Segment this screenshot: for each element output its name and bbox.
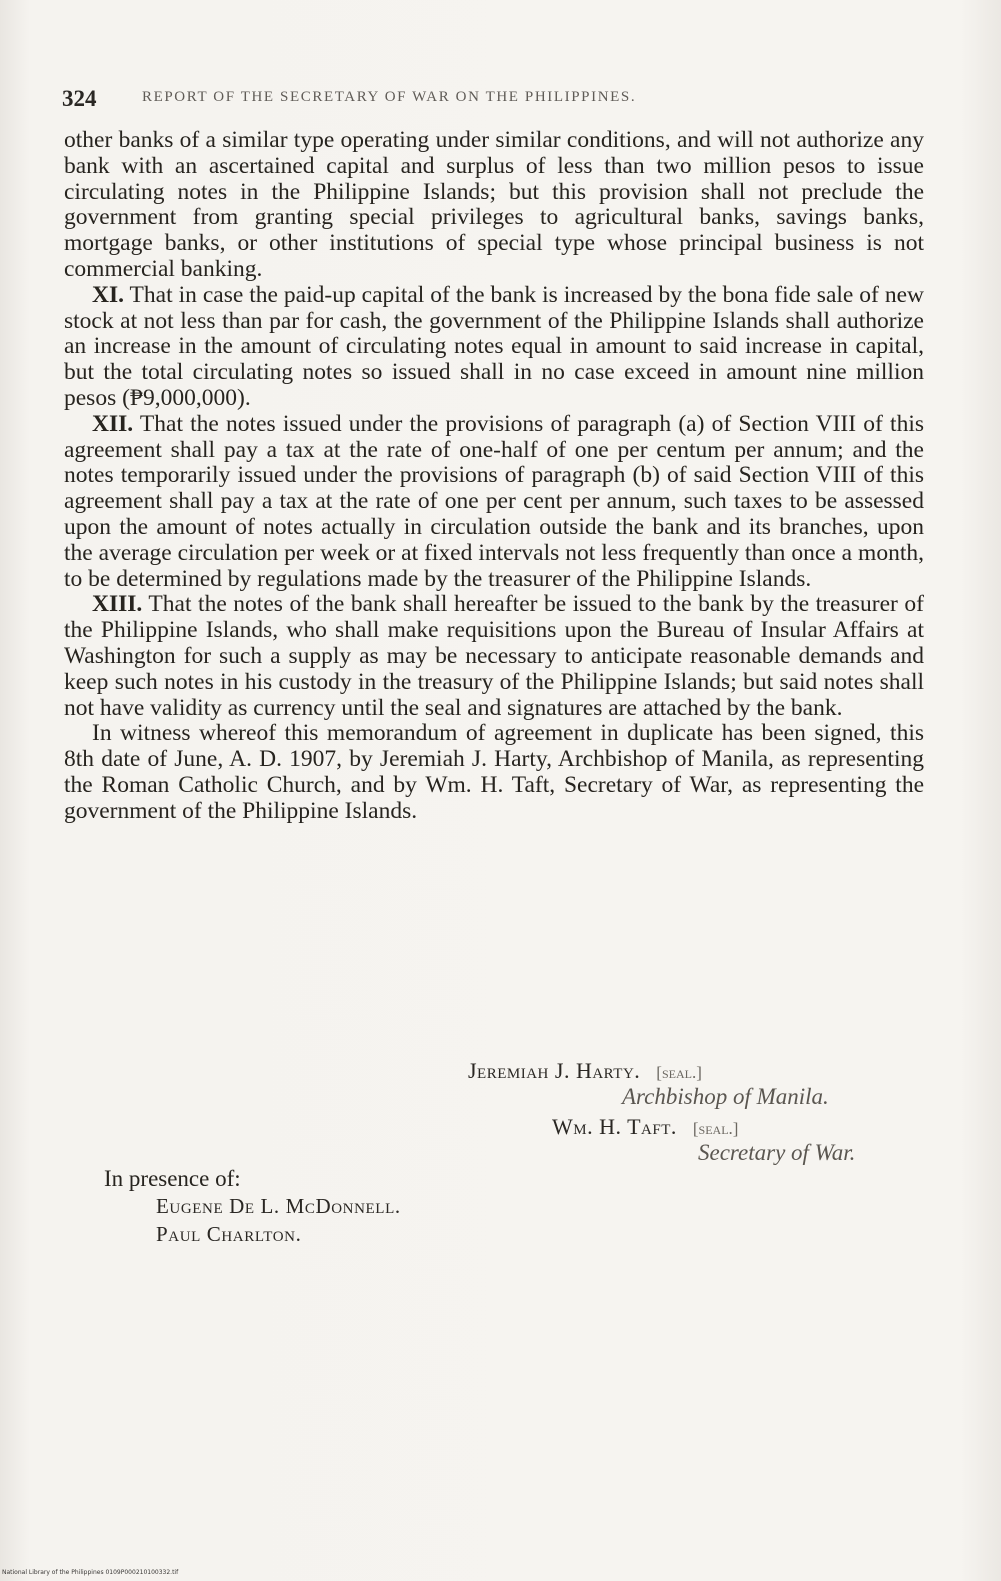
running-head-title: REPORT OF THE SECRETARY OF WAR ON THE PHILIPPINES. [142,89,637,105]
paragraph-xiii [64,592,924,721]
signatory-title: Secretary of War. [698,1140,856,1165]
paragraph-witness [64,721,924,824]
paragraph-numeral: XIII. [92,591,143,618]
signatory-name: Jeremiah J. Harty. [468,1058,641,1083]
paragraph-xii [64,412,924,593]
paragraph-text: That in case the paid-up capital of the bank is increased by the bona fide sale of new stock at not less than par for cash, the government of the Philippine Islands shall authorize an increase in the amount of circulating notes equal in amount to said increase in capital, but the total circulating notes so issued shall in no case exceed in amount nine million pesos (₱9,000,000). [64,281,924,411]
paragraph-text: That the notes of the bank shall hereafter be issued to the bank by the treasurer of the Philippine Islands, who shall make requisitions upon the Bureau of Insular Affairs at Washington for such a supply as may be necessary to anticipate reasonable demands and keep such notes in his custody in the treasury of the Philippine Islands; but said notes shall not have validity as currency until the seal and signatures are attached by the bank. [64,591,924,721]
paragraph-text: other banks of a similar type operating under similar conditions, and will not authorize any bank with an ascertained capital and surplus of less than two million pesos to issue circulating notes in the Philippine Islands; but this provision shall not preclude the government from granting special privileges to agricultural banks, savings banks, mortgage banks, or other institutions of special type whose principal business is not commercial banking. [64,127,924,282]
presence-label: In presence of: [104,1166,241,1191]
signature-taft [552,1114,738,1140]
running-head [62,86,922,112]
paragraph-numeral: XII. [92,410,134,437]
scan-credit: National Library of the Philippines 0109P000210100332.tif [2,1569,179,1576]
paragraph-text: In witness whereof this memorandum of agreement in duplicate has been signed, this 8th date of June, A. D. 1907, by Jeremiah J. Harty, Archbishop of Manila, as representing the Roman Catholic Church, and by Wm. H. Taft, Secretary of War, as representing the government of the Philippine Islands. [64,720,924,824]
signatory-name: Wm. H. Taft. [552,1114,677,1139]
witness-name: Eugene De L. McDonnell. [156,1194,401,1218]
signatory-title: Archbishop of Manila. [622,1084,829,1109]
body-text [64,128,924,825]
seal-mark: [seal.] [692,1119,739,1138]
paragraph-numeral: XI. [92,281,124,308]
paragraph-text: That the notes issued under the provisions of paragraph (a) of Section VIII of this agreement shall pay a tax at the rate of one-half of one per centum per annum; and the notes temporarily issued under the provisions of paragraph (b) of said Section VIII of this agreement shall pay a tax at the rate of one per cent per annum, such taxes to be assessed upon the amount of notes actually in circulation outside the bank and its branches, upon the average circulation per week or at fixed intervals not less frequently than once a month, to be determined by regulations made by the treasurer of the Philippine Islands. [64,410,924,592]
page-number: 324 [62,86,97,111]
signature-title-taft [698,1140,855,1166]
signature-title-harty [622,1084,829,1110]
paragraph-xi [64,283,924,412]
seal-mark: [seal.] [656,1063,702,1082]
witness-name: Paul Charlton. [156,1222,302,1246]
paragraph-continuation [64,128,924,283]
signature-harty [468,1058,702,1084]
